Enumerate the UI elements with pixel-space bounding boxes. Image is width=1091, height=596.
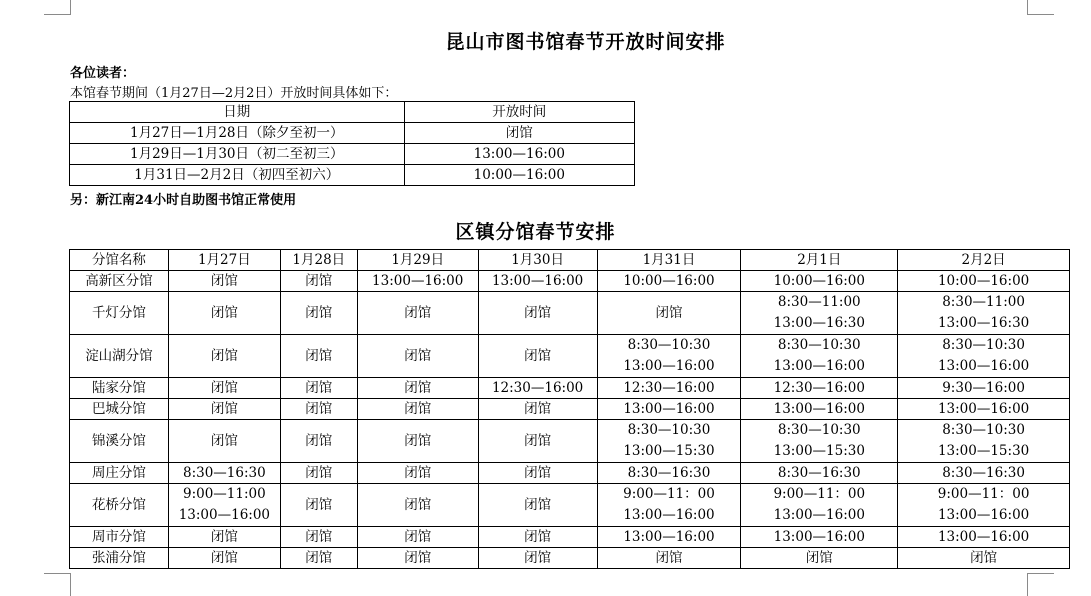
branch-table-cell: 10:00—16:00 bbox=[597, 271, 741, 292]
table-row bbox=[70, 548, 1070, 569]
cell-time-line: 13:00—16:00 bbox=[178, 507, 271, 523]
branch-table-cell: 闭馆 bbox=[168, 271, 280, 292]
branch-table-cell: 闭馆 bbox=[357, 399, 478, 420]
intro-text: 本馆春节期间（1月27日—2月2日）开放时间具体如下： bbox=[70, 86, 398, 101]
branch-table-cell: 闭馆 bbox=[168, 527, 280, 548]
branch-table-cell: 闭馆 bbox=[478, 548, 597, 569]
table-row bbox=[70, 484, 1070, 527]
crop-mark-bottom-right bbox=[1027, 573, 1054, 596]
branch-table-cell: 8:30—16:30 bbox=[741, 463, 898, 484]
branch-table-cell: 8:30—16:30 bbox=[168, 463, 280, 484]
cell-time-line: 9:00—11：00 bbox=[937, 486, 1030, 502]
branch-table-cell: 闭馆 bbox=[168, 335, 280, 378]
branch-table-cell: 闭馆 bbox=[478, 527, 597, 548]
table-row bbox=[70, 144, 635, 165]
cell-time-line: 13:00—16:30 bbox=[937, 315, 1030, 331]
crop-mark-bottom-left bbox=[44, 573, 71, 596]
branch-table-cell: 花桥分馆 bbox=[70, 484, 169, 527]
cell-time-line: 8:30—10:30 bbox=[627, 422, 711, 438]
branch-table-cell: 10:00—16:00 bbox=[898, 271, 1070, 292]
main-table-cell: 1月27日—1月28日（除夕至初一） bbox=[70, 123, 405, 144]
main-library-hours-table bbox=[69, 101, 635, 186]
branch-table-cell: 闭馆 bbox=[357, 335, 478, 378]
branch-table-cell: 闭馆 bbox=[597, 548, 741, 569]
crop-mark-top-right bbox=[1027, 0, 1054, 15]
crop-mark-top-left bbox=[44, 0, 71, 15]
branch-table-cell: 高新区分馆 bbox=[70, 271, 169, 292]
cell-time-line: 8:30—11:00 bbox=[942, 294, 1025, 310]
cell-time-line: 8:30—10:30 bbox=[942, 422, 1025, 438]
greeting: 各位读者： bbox=[70, 66, 136, 81]
main-table-cell: 1月31日—2月2日（初四至初六） bbox=[70, 165, 405, 186]
cell-time-line: 13:00—16:00 bbox=[623, 358, 715, 374]
main-table-column-header: 日期 bbox=[70, 102, 405, 123]
branch-table-cell: 13:00—16:00 bbox=[741, 527, 898, 548]
branch-table-cell: 闭馆 bbox=[280, 271, 357, 292]
cell-time-line: 8:30—10:30 bbox=[777, 422, 861, 438]
branch-table-cell bbox=[741, 335, 898, 378]
table-row bbox=[70, 271, 1070, 292]
cell-time-line: 13:00—15:30 bbox=[773, 443, 865, 459]
branch-table-cell: 闭馆 bbox=[168, 548, 280, 569]
branch-table-cell: 13:00—16:00 bbox=[357, 271, 478, 292]
branch-table-cell: 8:30—16:30 bbox=[898, 463, 1070, 484]
cell-time-line: 13:00—15:30 bbox=[937, 443, 1030, 459]
branch-table-cell: 闭馆 bbox=[357, 484, 478, 527]
branch-table-cell: 周庄分馆 bbox=[70, 463, 169, 484]
branch-table-cell: 闭馆 bbox=[597, 292, 741, 335]
branch-table-cell: 千灯分馆 bbox=[70, 292, 169, 335]
branch-table-cell: 8:30—16:30 bbox=[597, 463, 741, 484]
branch-hours-table bbox=[69, 249, 1070, 569]
branch-table-cell: 闭馆 bbox=[280, 527, 357, 548]
branch-table-cell: 闭馆 bbox=[168, 378, 280, 399]
branch-table-cell: 锦溪分馆 bbox=[70, 420, 169, 463]
branch-table-cell: 闭馆 bbox=[478, 463, 597, 484]
branch-table-header-row bbox=[70, 250, 1070, 271]
branch-table-cell: 闭馆 bbox=[478, 484, 597, 527]
branch-table-cell bbox=[898, 335, 1070, 378]
branch-table-cell: 13:00—16:00 bbox=[741, 399, 898, 420]
cell-time-line: 8:30—11:00 bbox=[777, 294, 861, 310]
branch-table-column-header: 分馆名称 bbox=[70, 250, 169, 271]
branch-table-column-header: 1月29日 bbox=[357, 250, 478, 271]
branch-table-cell: 闭馆 bbox=[478, 335, 597, 378]
cell-time-line: 13:00—16:00 bbox=[937, 507, 1030, 523]
branch-table-cell: 闭馆 bbox=[280, 463, 357, 484]
cell-time-line: 9:00—11:00 bbox=[182, 486, 266, 502]
branch-table-cell bbox=[597, 484, 741, 527]
table-row bbox=[70, 527, 1070, 548]
branch-table-cell: 闭馆 bbox=[357, 378, 478, 399]
branch-table-cell bbox=[168, 484, 280, 527]
branch-table-cell: 巴城分馆 bbox=[70, 399, 169, 420]
branch-table-cell: 闭馆 bbox=[280, 548, 357, 569]
table-row bbox=[70, 292, 1070, 335]
table-row bbox=[70, 420, 1070, 463]
notice-title: 昆山市图书馆春节开放时间安排 bbox=[445, 31, 726, 53]
branches-title: 区镇分馆春节安排 bbox=[455, 221, 616, 243]
branch-table-cell: 淀山湖分馆 bbox=[70, 335, 169, 378]
branch-table-cell: 9:30—16:00 bbox=[898, 378, 1070, 399]
branch-table-column-header: 1月30日 bbox=[478, 250, 597, 271]
branch-table-cell bbox=[898, 292, 1070, 335]
branch-table-cell: 闭馆 bbox=[280, 399, 357, 420]
branch-table-cell bbox=[597, 420, 741, 463]
branch-table-column-header: 2月1日 bbox=[741, 250, 898, 271]
branch-table-cell: 张浦分馆 bbox=[70, 548, 169, 569]
branch-table-column-header: 1月27日 bbox=[168, 250, 280, 271]
cell-time-line: 13:00—16:00 bbox=[773, 358, 865, 374]
main-table-cell: 闭馆 bbox=[404, 123, 634, 144]
branch-table-cell: 13:00—16:00 bbox=[898, 399, 1070, 420]
main-table-cell: 10:00—16:00 bbox=[404, 165, 634, 186]
branch-table-cell: 闭馆 bbox=[280, 335, 357, 378]
branch-table-cell: 12:30—16:00 bbox=[741, 378, 898, 399]
branch-table-column-header: 1月31日 bbox=[597, 250, 741, 271]
branch-table-cell: 闭馆 bbox=[280, 292, 357, 335]
branch-table-cell: 13:00—16:00 bbox=[597, 527, 741, 548]
table-row bbox=[70, 123, 635, 144]
branch-table-cell: 周市分馆 bbox=[70, 527, 169, 548]
table-row bbox=[70, 463, 1070, 484]
cell-time-line: 9:00—11：00 bbox=[623, 486, 715, 502]
cell-time-line: 13:00—16:00 bbox=[937, 358, 1030, 374]
cell-time-line: 9:00—11：00 bbox=[773, 486, 866, 502]
main-table-cell: 13:00—16:00 bbox=[404, 144, 634, 165]
main-table-header-row bbox=[70, 102, 635, 123]
cell-time-line: 13:00—16:00 bbox=[623, 507, 715, 523]
branch-table-cell bbox=[741, 484, 898, 527]
branch-table-cell: 闭馆 bbox=[280, 378, 357, 399]
main-table-cell: 1月29日—1月30日（初二至初三） bbox=[70, 144, 405, 165]
table-row bbox=[70, 378, 1070, 399]
table-row bbox=[70, 399, 1070, 420]
branch-table-cell: 闭馆 bbox=[168, 420, 280, 463]
branch-table-cell: 闭馆 bbox=[280, 420, 357, 463]
branch-table-column-header: 1月28日 bbox=[280, 250, 357, 271]
branch-table-cell: 闭馆 bbox=[478, 292, 597, 335]
cell-time-line: 13:00—15:30 bbox=[623, 443, 715, 459]
branch-table-cell bbox=[741, 420, 898, 463]
main-table-column-header: 开放时间 bbox=[404, 102, 634, 123]
branch-table-cell: 闭馆 bbox=[357, 548, 478, 569]
branch-table-cell: 13:00—16:00 bbox=[478, 271, 597, 292]
branch-table-cell: 闭馆 bbox=[168, 292, 280, 335]
branch-table-cell: 13:00—16:00 bbox=[898, 527, 1070, 548]
cell-time-line: 13:00—16:30 bbox=[773, 315, 865, 331]
branch-table-cell bbox=[898, 484, 1070, 527]
cell-time-line: 8:30—10:30 bbox=[942, 337, 1025, 353]
branch-table-cell: 闭馆 bbox=[357, 420, 478, 463]
branch-table-cell: 10:00—16:00 bbox=[741, 271, 898, 292]
branch-table-cell: 闭馆 bbox=[357, 463, 478, 484]
branch-table-cell: 12:30—16:00 bbox=[478, 378, 597, 399]
branch-table-cell bbox=[741, 292, 898, 335]
branch-table-cell: 闭馆 bbox=[357, 527, 478, 548]
branch-table-cell: 闭馆 bbox=[280, 484, 357, 527]
cell-time-line: 8:30—10:30 bbox=[627, 337, 711, 353]
branch-table-cell: 闭馆 bbox=[357, 292, 478, 335]
branch-table-cell: 闭馆 bbox=[168, 399, 280, 420]
table-row bbox=[70, 335, 1070, 378]
branch-table-cell: 陆家分馆 bbox=[70, 378, 169, 399]
branch-table-cell: 13:00—16:00 bbox=[597, 399, 741, 420]
cell-time-line: 8:30—10:30 bbox=[777, 337, 861, 353]
branch-table-cell bbox=[597, 335, 741, 378]
branch-table-cell: 闭馆 bbox=[478, 420, 597, 463]
cell-time-line: 13:00—16:00 bbox=[773, 507, 865, 523]
branch-table-column-header: 2月2日 bbox=[898, 250, 1070, 271]
table-row bbox=[70, 165, 635, 186]
branch-table-cell: 闭馆 bbox=[898, 548, 1070, 569]
branch-table-cell bbox=[898, 420, 1070, 463]
branch-table-cell: 12:30—16:00 bbox=[597, 378, 741, 399]
branch-table-cell: 闭馆 bbox=[741, 548, 898, 569]
self-service-note: 另：新江南24小时自助图书馆正常使用 bbox=[70, 193, 297, 208]
branch-table-cell: 闭馆 bbox=[478, 399, 597, 420]
